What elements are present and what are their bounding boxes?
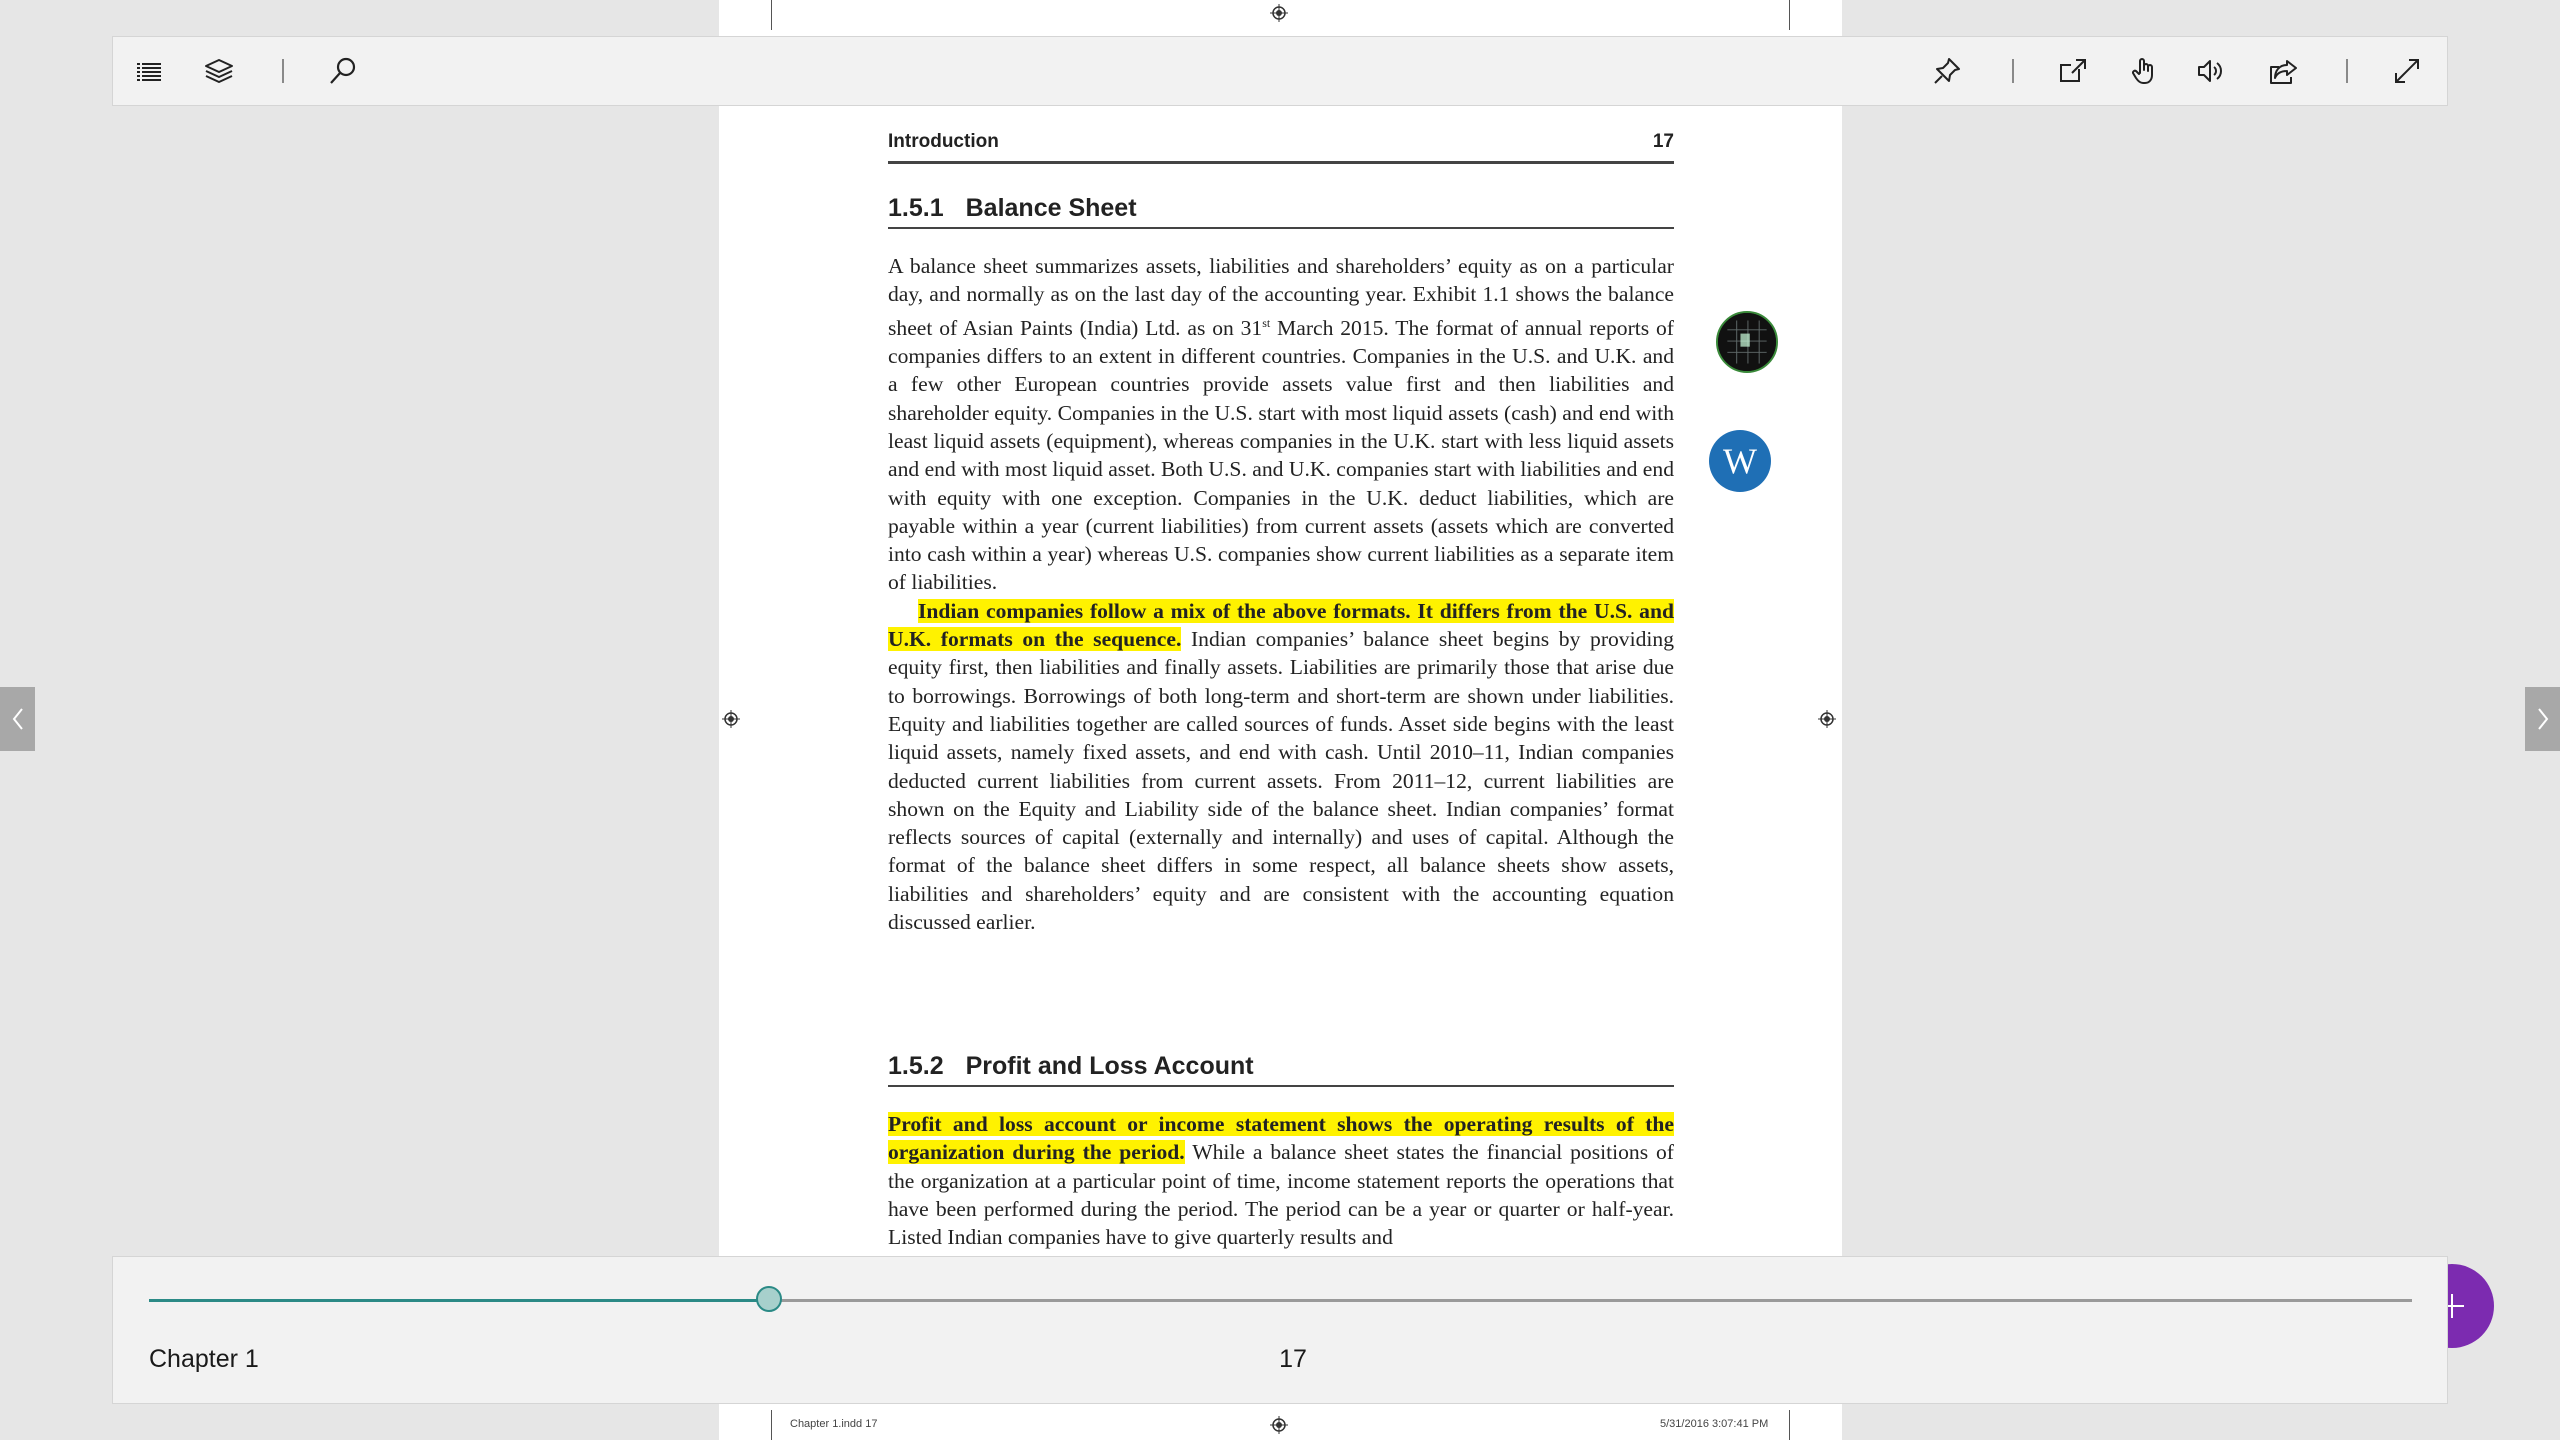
page-number-label: 17	[1279, 1345, 1307, 1373]
page-slider-thumb[interactable]	[756, 1286, 782, 1312]
fullscreen-icon[interactable]	[2389, 53, 2425, 89]
section-number: 1.5.1	[888, 194, 944, 222]
page-slider[interactable]	[149, 1299, 2412, 1302]
crop-mark	[1789, 1410, 1790, 1440]
crop-mark	[771, 1410, 772, 1440]
app-thumbnail-icon	[1718, 313, 1776, 371]
chapter-label: Chapter 1	[149, 1345, 259, 1373]
section-title: Profit and Loss Account	[965, 1052, 1254, 1080]
paragraph-text: While a balance sheet states the financial positions of the organization at a particular point of time, income statement reports the operations that have been performed during the period. The period can be a year or quarter or half-year. Listed Indian companies have to give quarterly results and	[888, 1140, 1674, 1250]
crop-mark	[1789, 0, 1790, 30]
registration-mark-icon	[1270, 1416, 1288, 1434]
touch-icon[interactable]	[2126, 53, 2162, 89]
toolbar-separator	[2012, 59, 2014, 83]
document-page	[719, 0, 1842, 1440]
previous-page-button[interactable]	[0, 687, 35, 751]
bottom-bar	[112, 1256, 2448, 1404]
superscript: st	[1262, 315, 1271, 330]
section-number: 1.5.2	[888, 1052, 944, 1080]
top-toolbar	[112, 36, 2448, 106]
paragraph	[888, 597, 1674, 937]
paragraph	[888, 1110, 1674, 1251]
pin-icon[interactable]	[1929, 53, 1965, 89]
section-body-balance-sheet	[888, 252, 1674, 936]
running-head-page: 17	[1652, 131, 1674, 152]
slug-date: 5/31/2016 3:07:41 PM	[1660, 1418, 1769, 1430]
highlighted-text[interactable]: Indian companies follow a mix of the above formats. It differs from the U.S. and U.K. formats on the sequence.	[888, 598, 1674, 652]
table-of-contents-icon[interactable]	[131, 53, 167, 89]
read-aloud-icon[interactable]	[2193, 53, 2229, 89]
chevron-left-icon	[10, 705, 26, 733]
paragraph-text: March 2015. The format of annual reports of companies differs to an extent in different countries. Companies in the U.S. and U.K. and a few other European countries provide assets value first and then liabilities and shareholder equity. Companies in the U.S. start with most liquid assets (cash) and end with least liquid assets (equipment), whereas companies in the U.K. start with less liquid assets and end with most liquid asset. Both U.S. and U.K. companies start with liabilities and end with equity with one exception. Companies in the U.K. deduct liabilities, which are payable within a year (current liabilities) from current assets (assets which are converted into cash within a year) whereas U.S. companies show current liabilities as a separate item of liabilities.	[888, 315, 1674, 595]
paragraph-text: A balance sheet summarizes assets, liabilities and shareholders’ equity as on a particular day, and normally as on the last day of the accounting year. Exhibit 1.1 shows the balance sheet of Asian Paints (India) Ltd. as on 31	[888, 254, 1674, 340]
open-external-icon[interactable]	[2055, 53, 2091, 89]
wikipedia-icon: W	[1723, 441, 1757, 481]
toolbar-separator	[282, 59, 284, 83]
wikipedia-button[interactable]	[1709, 430, 1771, 492]
paragraph	[888, 252, 1674, 597]
highlighted-text[interactable]: Profit and loss account or income statement shows the operating results of the organization during the period.	[888, 1112, 1674, 1165]
app-thumbnail-button[interactable]	[1716, 311, 1778, 373]
search-icon[interactable]	[325, 53, 361, 89]
paragraph-text: Indian companies’ balance sheet begins by providing equity first, then liabilities and finally assets. Liabilities are primarily those that arise due to borrowings. Borrowings of both long-term and short-term are shown under liabilities. Equity and liabilities together are called sources of funds. Asset side begins with the least liquid assets, namely fixed assets, and end with cash. Until 2010–11, Indian companies deducted current liabilities from current assets. From 2011–12, current liabilities are shown on the Equity and Liability side of the balance sheet. Indian companies’ format reflects sources of capital (externally and internally) and uses of capital. Although the format of the balance sheet differs in some respect, all balance sheets show assets, liabilities and shareholders’ equity and are consistent with the accounting equation discussed earlier.	[888, 627, 1674, 935]
crop-mark	[771, 0, 772, 30]
running-head-title: Introduction	[888, 131, 999, 152]
section-heading-balance-sheet	[888, 194, 1674, 229]
section-body-profit-loss	[888, 1110, 1674, 1251]
section-title: Balance Sheet	[965, 194, 1137, 222]
toolbar-separator	[2346, 59, 2348, 83]
registration-mark-icon	[1270, 4, 1288, 22]
section-heading-profit-loss	[888, 1052, 1674, 1087]
slug-file: Chapter 1.indd 17	[790, 1418, 878, 1430]
registration-mark-icon	[722, 710, 740, 728]
registration-mark-icon	[1818, 710, 1836, 728]
chevron-right-icon	[2535, 705, 2551, 733]
page-slider-fill	[149, 1299, 769, 1302]
layers-icon[interactable]	[201, 53, 237, 89]
running-head	[888, 131, 1674, 164]
next-page-button[interactable]	[2525, 687, 2560, 751]
share-icon[interactable]	[2265, 53, 2301, 89]
